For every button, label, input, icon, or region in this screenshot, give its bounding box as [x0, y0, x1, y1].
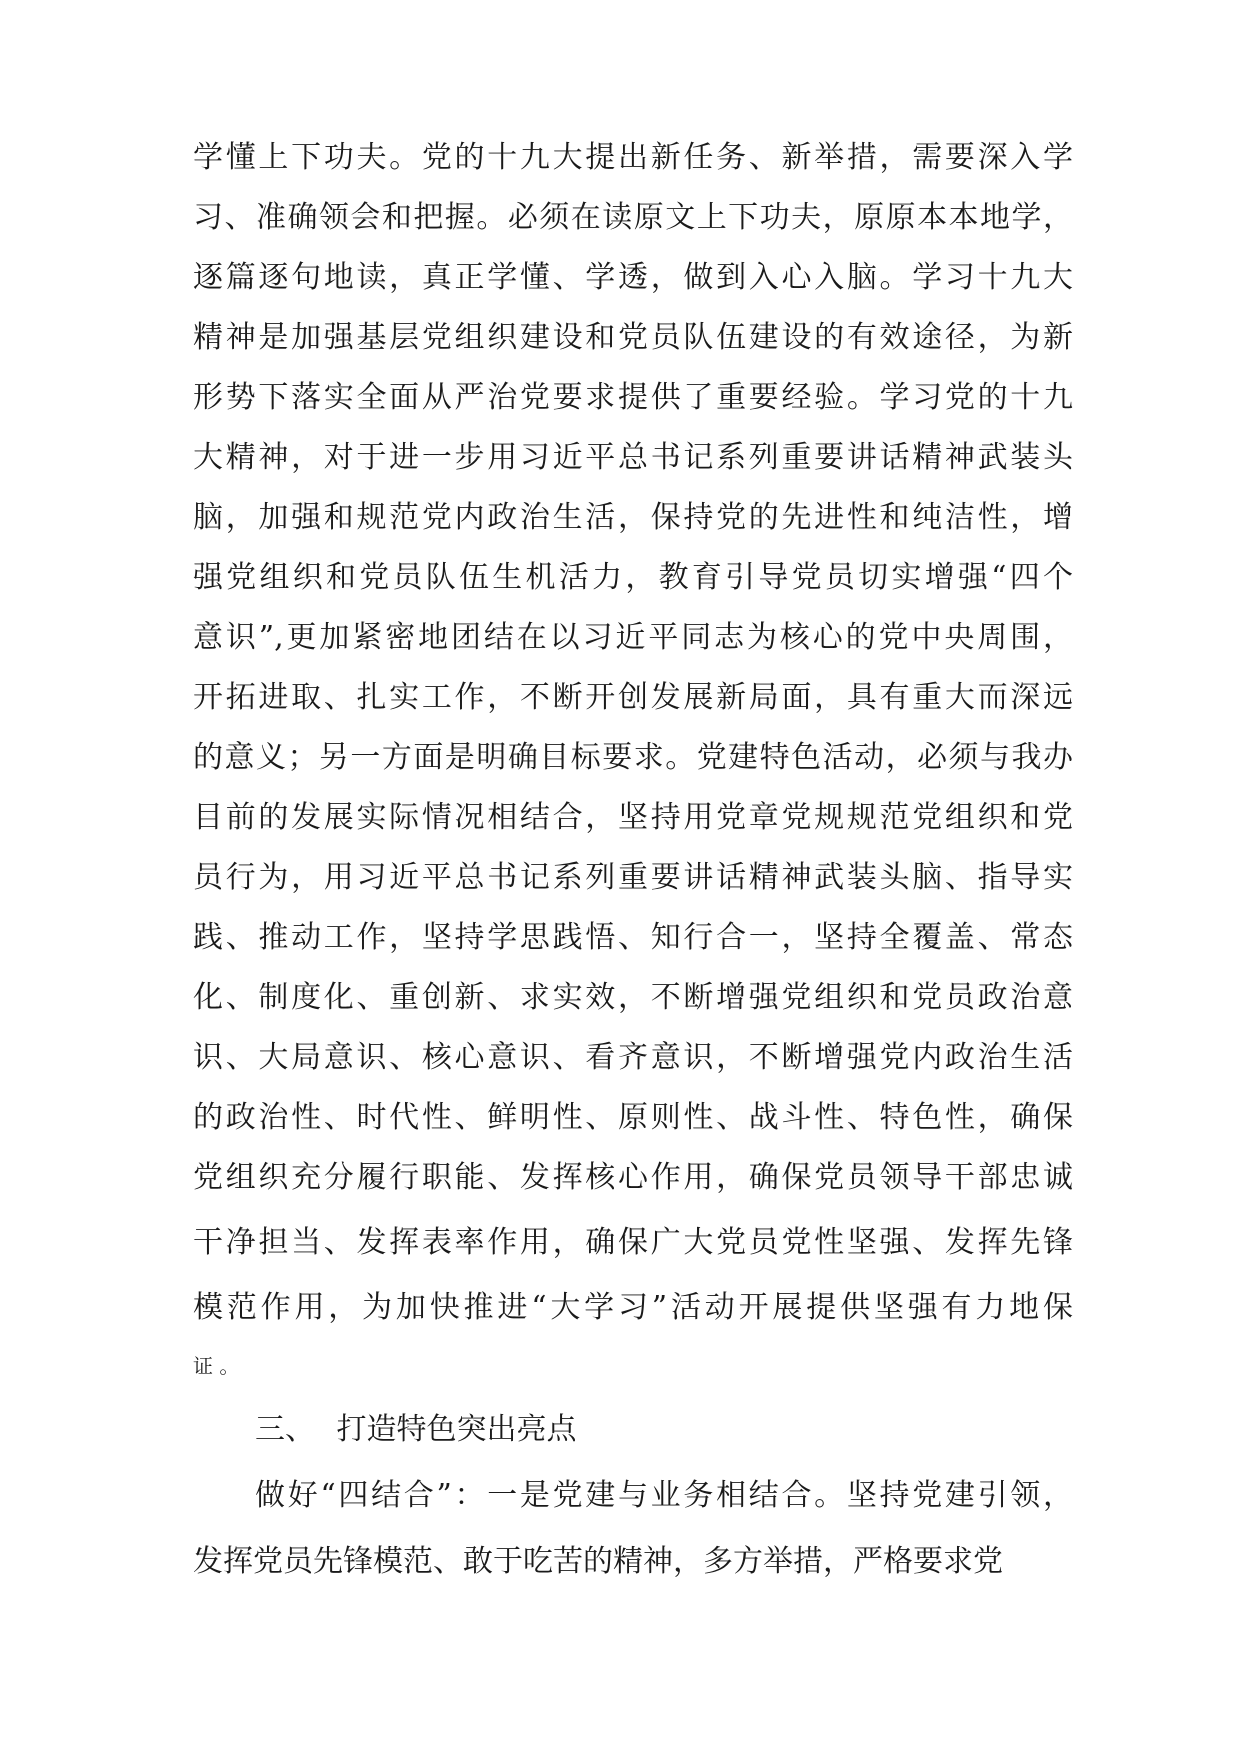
section-heading: 三、 打造特色突出亮点: [255, 1412, 577, 1447]
body-text-line: 形势下落实全面从严治党要求提供了重要经验。学习党的十九: [193, 380, 1073, 415]
body-text-line: 的政治性、时代性、鲜明性、原则性、战斗性、特色性，确保: [193, 1100, 1073, 1135]
body-text-line: 强党组织和党员队伍生机活力，教育引导党员切实增强“四个: [193, 560, 1073, 595]
body-text-line: 学懂上下功夫。党的十九大提出新任务、新举措，需要深入学: [193, 140, 1073, 175]
body-text-line: 化、制度化、重创新、求实效，不断增强党组织和党员政治意: [193, 980, 1073, 1015]
body-text-line: 党组织充分履行职能、发挥核心作用，确保党员领导干部忠诚: [193, 1160, 1073, 1195]
body-text-line: 逐篇逐句地读，真正学懂、学透，做到入心入脑。学习十九大: [193, 260, 1073, 295]
body-text-line: 开拓进取、扎实工作，不断开创发展新局面，具有重大而深远: [193, 680, 1073, 715]
body-text-line: 干净担当、发挥表率作用，确保广大党员党性坚强、发挥先锋: [193, 1225, 1073, 1260]
body-text-line: 模范作用，为加快推进“大学习”活动开展提供坚强有力地保: [193, 1290, 1073, 1325]
body-text-line: 做好“四结合”：一是党建与业务相结合。坚持党建引领，: [255, 1478, 1073, 1513]
body-text-line: 目前的发展实际情况相结合，坚持用党章党规规范党组织和党: [193, 800, 1073, 835]
body-text-line: 识、大局意识、核心意识、看齐意识，不断增强党内政治生活: [193, 1040, 1073, 1075]
body-text-line: 意识”,更加紧密地团结在以习近平同志为核心的党中央周围，: [193, 620, 1073, 655]
body-text-line: 的意义；另一方面是明确目标要求。党建特色活动，必须与我办: [193, 740, 1073, 775]
body-text-line: 员行为，用习近平总书记系列重要讲话精神武装头脑、指导实: [193, 860, 1073, 895]
body-text-line: 精神是加强基层党组织建设和党员队伍建设的有效途径，为新: [193, 320, 1073, 355]
body-text-line: 证 。: [193, 1354, 240, 1378]
body-text-line: 习、准确领会和把握。必须在读原文上下功夫，原原本本地学，: [193, 200, 1073, 235]
body-text-line: 大精神，对于进一步用习近平总书记系列重要讲话精神武装头: [193, 440, 1073, 475]
body-text-line: 发挥党员先锋模范、敢于吃苦的精神，多方举措，严格要求党: [193, 1544, 1003, 1579]
body-text-line: 脑，加强和规范党内政治生活，保持党的先进性和纯洁性，增: [193, 500, 1073, 535]
body-text-line: 践、推动工作，坚持学思践悟、知行合一，坚持全覆盖、常态: [193, 920, 1073, 955]
